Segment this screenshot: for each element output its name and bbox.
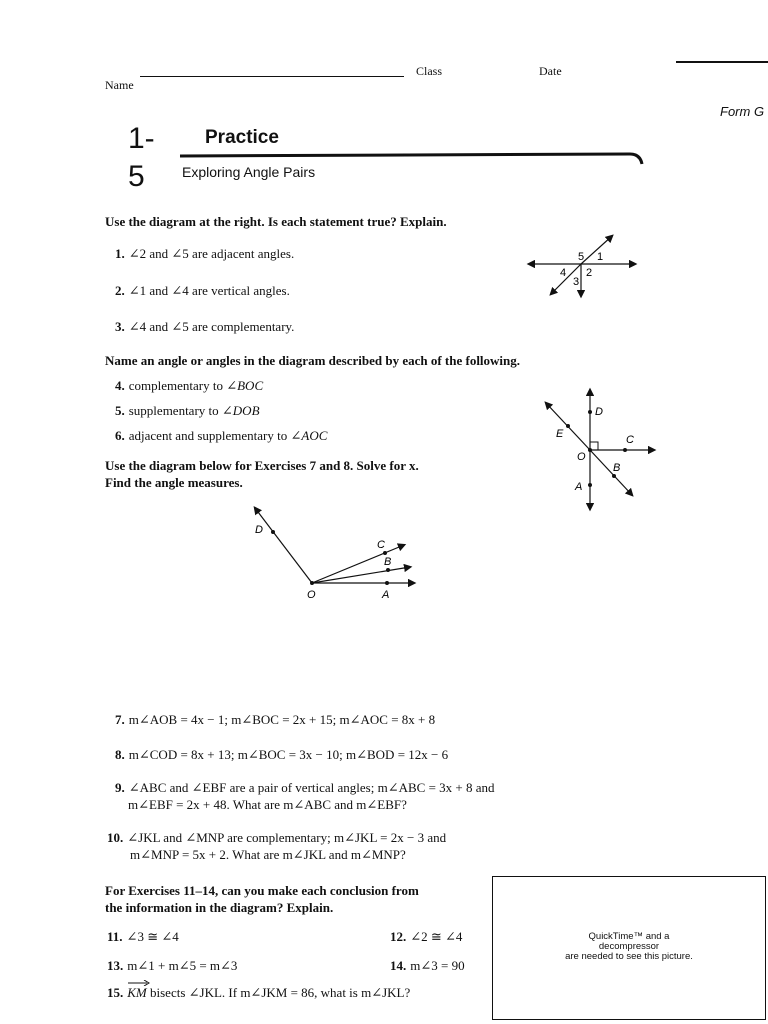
page-subtitle: Exploring Angle Pairs [182, 164, 316, 180]
ray-ob [312, 567, 410, 583]
exercise-text: ∠JKL and ∠MNP are complementary; m∠JKL = 2x − 3 and [127, 830, 447, 845]
ray-symbol [127, 980, 151, 986]
section4-instruction-1: For Exercises 11–14, can you make each conclusion from [105, 883, 419, 898]
point [612, 474, 616, 478]
point [588, 483, 592, 487]
exercise-text: ∠1 and ∠4 are vertical angles. [128, 283, 290, 298]
exercise-number: 6. [115, 428, 125, 443]
exercise-10-continued: m∠MNP = 5x + 2. What are m∠JKL and m∠MNP? [130, 847, 406, 862]
section3-instruction-1: Use the diagram below for Exercises 7 and 8. Solve for x. [105, 458, 419, 473]
angle-name: ∠AOC [290, 428, 328, 443]
angle-name: ∠BOC [226, 378, 264, 393]
exercise-text: m∠COD = 8x + 13; m∠BOC = 3x − 10; m∠BOD = 12x − 6 [128, 747, 449, 762]
point [386, 568, 390, 572]
point-label: B [613, 462, 621, 474]
diagram-numbered-angles [525, 232, 641, 300]
point [566, 424, 570, 428]
date-label: Date [539, 64, 562, 78]
exercise-number: 2. [115, 283, 125, 298]
point [588, 410, 592, 414]
angle-label: 1 [597, 251, 604, 263]
exercise-number: 5. [115, 403, 125, 418]
point-label: B [384, 556, 392, 568]
exercise-12 [390, 928, 462, 945]
exercise-number: 8. [115, 747, 125, 762]
exercise-text: adjacent and supplementary to [128, 428, 291, 443]
class-label: Class [416, 64, 443, 78]
section4-instruction-2: the information in the diagram? Explain. [105, 900, 334, 915]
placeholder-text: are needed to see this picture. [565, 951, 693, 962]
exercise-text: supplementary to [128, 403, 222, 418]
form-label: Form G [720, 104, 765, 119]
point [310, 581, 314, 585]
name-underline [140, 76, 404, 77]
exercise-text: ∠2 and ∠5 are adjacent angles. [128, 246, 295, 261]
exercise-9 [115, 779, 495, 796]
exercise-number: 15. [107, 985, 124, 1000]
diagonal-line [590, 450, 632, 495]
placeholder-text: QuickTime™ and a [588, 931, 670, 942]
exercise-text: bisects ∠JKL. If m∠JKM = 86, what is m∠JKL? [146, 985, 411, 1000]
exercise-11 [107, 928, 179, 945]
section2-instruction: Name an angle or angles in the diagram described by each of the following. [105, 353, 521, 368]
exercise-14 [390, 957, 465, 974]
ray-od [255, 508, 312, 583]
point-label: A [382, 589, 390, 601]
angle-label: 5 [578, 251, 585, 263]
diagram-lettered-angles [540, 385, 660, 515]
exercise-number: 10. [107, 830, 124, 845]
exercise-5 [115, 402, 260, 419]
exercise-text: m∠AOB = 4x − 1; m∠BOC = 2x + 15; m∠AOC = 8x + 8 [128, 712, 436, 727]
exercise-text: ∠2 ≅ ∠4 [410, 929, 463, 944]
missing-image-placeholder [492, 876, 766, 1020]
ray-km [127, 984, 147, 1001]
point [623, 448, 627, 452]
point-label: O [307, 589, 316, 601]
exercise-text: ∠4 and ∠5 are complementary. [128, 319, 295, 334]
exercise-text: m∠3 = 90 [410, 958, 465, 973]
exercise-10 [107, 829, 446, 846]
exercise-8 [115, 746, 448, 763]
angle-label: 3 [573, 276, 580, 288]
exercise-1 [115, 245, 294, 262]
point-label: D [255, 524, 263, 536]
point [588, 448, 592, 452]
point-label: E [556, 428, 564, 440]
name-label: Name [105, 78, 134, 92]
point [271, 530, 275, 534]
lesson-number-bottom: 5 [128, 160, 145, 193]
exercise-number: 11. [107, 929, 123, 944]
angle-name: ∠DOB [221, 403, 260, 418]
exercise-number: 4. [115, 378, 125, 393]
point [385, 581, 389, 585]
exercise-number: 13. [107, 958, 124, 973]
exercise-4 [115, 377, 263, 394]
point-label: C [626, 434, 634, 446]
exercise-number: 12. [390, 929, 407, 944]
section1-instruction: Use the diagram at the right. Is each statement true? Explain. [105, 214, 447, 229]
exercise-3 [115, 318, 294, 335]
lesson-number-top: 1- [128, 122, 155, 155]
exercise-number: 3. [115, 319, 125, 334]
angle-label: 4 [560, 267, 567, 279]
section3-instruction-2: Find the angle measures. [105, 475, 243, 490]
ray-name: KM [127, 985, 147, 1000]
exercise-7 [115, 711, 435, 728]
exercise-6 [115, 427, 327, 444]
exercise-text: ∠3 ≅ ∠4 [126, 929, 179, 944]
exercise-9-continued: m∠EBF = 2x + 48. What are m∠ABC and m∠EBF? [128, 797, 407, 812]
point-label: O [577, 451, 586, 463]
exercise-number: 1. [115, 246, 125, 261]
exercise-15 [107, 984, 410, 1001]
point-label: C [377, 539, 385, 551]
exercise-number: 7. [115, 712, 125, 727]
angle-label: 2 [586, 267, 593, 279]
date-underline [676, 61, 768, 63]
exercise-number: 14. [390, 958, 407, 973]
exercise-2 [115, 282, 290, 299]
exercise-text: m∠1 + m∠5 = m∠3 [127, 958, 238, 973]
exercise-13 [107, 957, 237, 974]
diagram-rays-from-o [250, 500, 420, 604]
exercise-text: ∠ABC and ∠EBF are a pair of vertical angles; m∠ABC = 3x + 8 and [128, 780, 495, 795]
exercise-text: complementary to [128, 378, 227, 393]
point-label: D [595, 406, 603, 418]
placeholder-text: decompressor [598, 941, 660, 952]
page-title: Practice [205, 127, 279, 148]
point [383, 551, 387, 555]
point-label: A [575, 481, 583, 493]
exercise-number: 9. [115, 780, 125, 795]
